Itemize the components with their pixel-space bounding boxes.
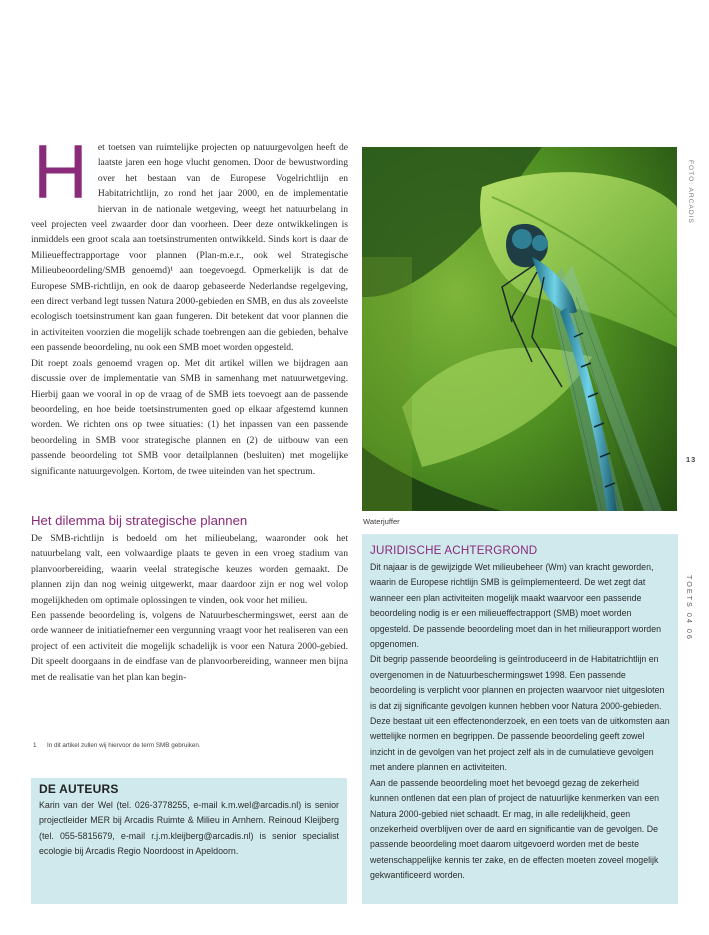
authors-box <box>31 778 347 904</box>
journal-issue: TOETS 04 06 <box>685 575 694 641</box>
second-paragraph: Dit roept zoals genoemd vragen op. Met dit artikel willen we bijdragen aan discussie over de implementatie van SMB in samenhang met natuurwetgeving. Hierbij gaan we vooral in op de vraag of de SMB iets toevoegt aan de passende beoordeling, en hoe beide toetsinstrumenten goed op elkaar afgestemd kunnen worden. We richten ons op twee situaties: (1) het inpassen van een passende beoordeling in SMB voor strategische plannen en (2) de uitbouw van een passende beoordeling tot SMB voor detailplannen (besluiten) met mogelijke significante natuurgevolgen. Kortom, de twee uiteinden van het spectrum. <box>31 357 348 477</box>
photo-caption: Waterjuffer <box>363 517 400 526</box>
authors-text: Karin van der Wel (tel. 026-3778255, e-mail k.m.wel@arcadis.nl) is senior projectleider MER bij Arcadis Ruimte & Milieu in Arnhem. Reinoud Kleijberg (tel. 055-5815679, e-mail r.j.m.kleijberg@arcadis.nl) is senior specialist ecologie bij Arcadis Regio Noordoost in Apeldoorn. <box>39 800 339 857</box>
section-paragraph-1: De SMB-richtlijn is bedoeld om het milieubelang, waaronder ook het natuurbelang valt, een volwaardige plaats te geven in een vroeg stadium van planvoorbereiding, waarin veelal strategische keuzes worden gemaakt. De plannen zijn dan nog weinig uitgewerkt, maar daardoor zijn er nog wel volop mogelijkheden om optimale oplossingen te vinden, ook voor het milieu. <box>31 533 348 606</box>
drop-cap: H <box>33 130 88 215</box>
footnote <box>33 742 343 749</box>
footnote-number: 1 <box>33 742 37 749</box>
section-body <box>31 531 348 685</box>
section-heading: Het dilemma bij strategische plannen <box>31 513 248 528</box>
authors-title: DE AUTEURS <box>39 782 119 796</box>
sidebar-paragraph-2: Dit begrip passende beoordeling is geïntroduceerd in de Habitatrichtlijn en overgenomen in de Natuurbeschermingswet 1998. Een passende beoordeling is verplicht voor plannen en projecten waarvoor niet uitgesloten is dat zij significante gevolgen kunnen hebben voor Natura 2000-gebieden. Deze bestaat uit een effectenonderzoek, en een toets van de uitkomsten aan wettelijke normen en begrippen. De passende beoordeling geeft zowel inzicht in de gevolgen van het project zelf als in de cumulatieve gevolgen met andere plannen en activiteiten. <box>370 654 670 773</box>
damselfly-photo <box>362 147 677 511</box>
article-intro <box>31 130 348 479</box>
legal-background-box <box>362 534 678 904</box>
footnote-text: In dit artikel zullen wij hiervoor de term SMB gebruiken. <box>47 742 201 749</box>
page-number: 13 <box>686 455 697 464</box>
intro-paragraph: et toetsen van ruimtelijke projecten op natuurgevolgen heeft de laatste jaren een hoge vlucht genomen. Door de bewustwording over het bestaan van de Europese Vogelrichtlijn en Habitatrichtlijn, zo rond het jaar 2000, en de implementatie hiervan in de nationale wetgeving, weegt het natuurbelang in veel projecten veel zwaarder door dan voorheen. Deer deze ontwikkelingen is inmiddels een groot scala aan toetsinstrumenten ontwikkeld. Sinds kort is daar de Milieueffectrapportage voor plannen (Plan-m.e.r., ook wel Strategische Milieubeoordeling/SMB genoemd)¹ aan toegevoegd. Opmerkelijk is dat de Europese SMB-richtlijn, en ook de daarop gebaseerde Nederlandse regelgeving, een direct verband legt tussen Natura 2000-gebieden en SMB, en dus als zoveelste ecologisch toetsinstrument kan gaan fungeren. Dit betekent dat voor plannen die in activiteiten voorzien die mogelijk schade toebrengen aan die gebieden, behalve een passende beoordeling, nu ook een SMB moet worden opgesteld. <box>31 142 348 354</box>
section-paragraph-2: Een passende beoordeling is, volgens de Natuurbeschermingswet, eerst aan de orde wanneer de initiatiefnemer een vergunning vraagt voor het realiseren van een project of een activiteit die mogelijk schadelijk is voor een Natura 2000-gebied. Dit speelt doorgaans in de eindfase van de planvoorbereiding, wanneer men bijna met de realisatie van het plan kan begin- <box>31 610 348 683</box>
sidebar-paragraph-1: Dit najaar is de gewijzigde Wet milieubeheer (Wm) van kracht geworden, waarin de Europese richtlijn SMB is geïmplementeerd. De wet zegt dat wanneer een plan activiteiten mogelijk maakt waarvoor een passende beoordeling nodig is er een milieueffectrapport (SMB) moet worden opgesteld. De passende beoordeling moet dan in het milieurapport worden opgenomen. <box>370 562 661 650</box>
sidebar-paragraph-3: Aan de passende beoordeling moet het bevoegd gezag de zekerheid kunnen ontlenen dat een plan of project de natuurlijke kenmerken van een Natura 2000-gebied niet schaadt. Er mag, in alle redelijkheid, geen onzekerheid overblijven over de aard en significantie van de gevolgen. De passende beoordeling moet daarom uitgevoerd worden met de beste wetenschappelijke kennis ter zake, en de effecten moeten zoveel mogelijk gekwantificeerd worden. <box>370 777 660 881</box>
sidebar-title: JURIDISCHE ACHTERGROND <box>370 544 538 557</box>
damselfly-illustration <box>362 147 677 511</box>
photo-credit: FOTO: ARCADIS <box>687 160 694 224</box>
